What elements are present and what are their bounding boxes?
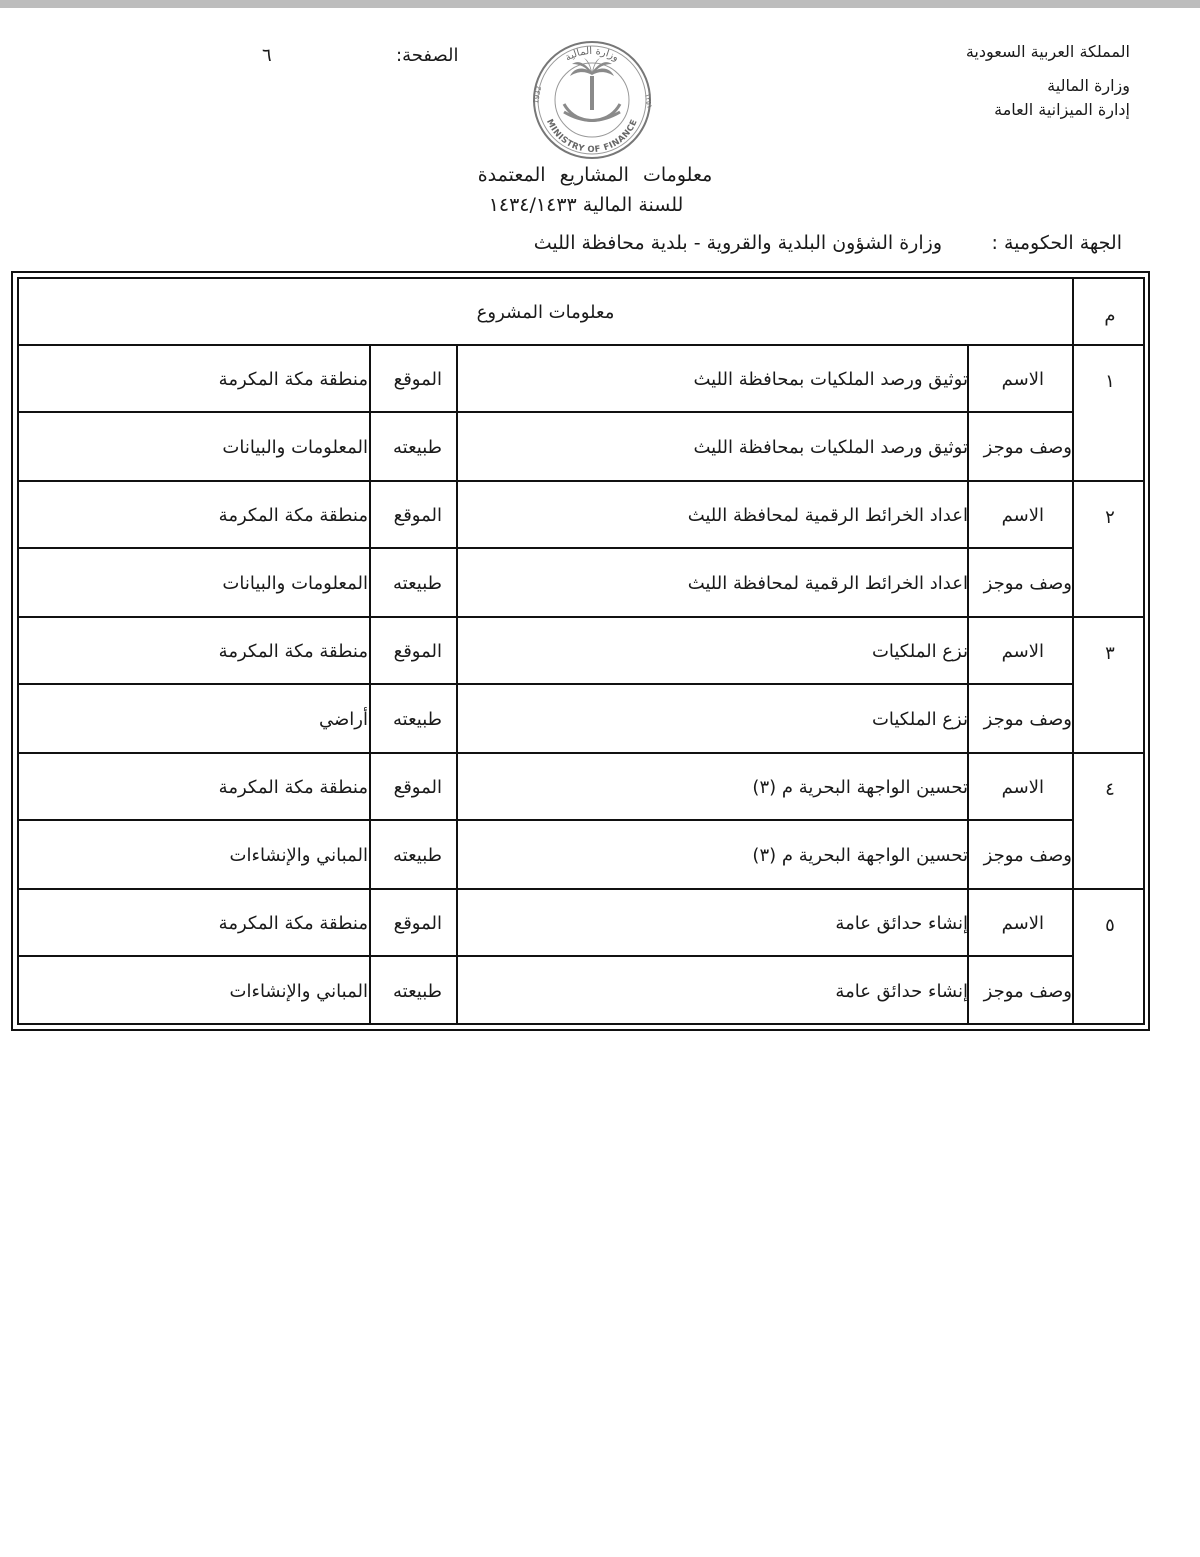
table-divider <box>369 345 371 1025</box>
project-nature: المباني والإنشاءات <box>229 981 368 1002</box>
nature-label: طبيعته <box>393 573 442 594</box>
project-description: توثيق ورصد الملكيات بمحافظة الليث <box>693 437 968 458</box>
name-label: الاسم <box>1001 777 1044 798</box>
location-label: الموقع <box>393 369 442 390</box>
row-number: ٤ <box>1105 779 1115 800</box>
project-description: نزع الملكيات <box>871 709 968 730</box>
desc-label: وصف موجز <box>983 845 1072 866</box>
name-label: الاسم <box>1001 641 1044 662</box>
table-divider <box>19 411 1074 413</box>
row-number: ١ <box>1105 371 1115 392</box>
desc-label: وصف موجز <box>983 437 1072 458</box>
seal-year-left: 1932 <box>532 85 544 105</box>
table-divider <box>19 344 1145 346</box>
name-label: الاسم <box>1001 505 1044 526</box>
project-name: نزع الملكيات <box>871 641 968 662</box>
row-number: ٥ <box>1105 915 1115 936</box>
project-location: منطقة مكة المكرمة <box>218 777 368 798</box>
org-line-kingdom: المملكة العربية السعودية <box>965 42 1130 61</box>
project-nature: المعلومات والبيانات <box>222 437 368 458</box>
project-location: منطقة مكة المكرمة <box>218 369 368 390</box>
table-divider <box>456 345 458 1025</box>
table-divider <box>19 752 1145 754</box>
project-name: اعداد الخرائط الرقمية لمحافظة الليث <box>687 505 968 526</box>
nature-label: طبيعته <box>393 709 442 730</box>
fiscal-year-subtitle: للسنة المالية ١٤٣٤/١٤٣٣ <box>488 194 684 216</box>
top-border <box>0 0 1200 8</box>
table-divider <box>19 616 1145 618</box>
desc-label: وصف موجز <box>983 573 1072 594</box>
name-label: الاسم <box>1001 913 1044 934</box>
project-nature: أراضي <box>319 709 368 730</box>
table-divider <box>19 480 1145 482</box>
project-name: تحسين الواجهة البحرية م (٣) <box>752 777 968 798</box>
location-label: الموقع <box>393 913 442 934</box>
project-nature: المباني والإنشاءات <box>229 845 368 866</box>
palm-tree-icon <box>570 58 614 110</box>
entity-value: وزارة الشؤون البلدية والقروية - بلدية محافظة الليث <box>533 232 942 254</box>
desc-label: وصف موجز <box>983 709 1072 730</box>
project-description: اعداد الخرائط الرقمية لمحافظة الليث <box>687 573 968 594</box>
entity-label: الجهة الحكومية : <box>991 232 1122 254</box>
project-description: إنشاء حدائق عامة <box>835 981 968 1002</box>
page-number: ٦ <box>262 45 272 66</box>
col-header-project-info: معلومات المشروع <box>476 302 615 323</box>
project-name: توثيق ورصد الملكيات بمحافظة الليث <box>693 369 968 390</box>
projects-table <box>17 277 1145 1025</box>
location-label: الموقع <box>393 505 442 526</box>
seal-year-right: ١٣٥١ <box>643 92 654 110</box>
table-divider <box>19 888 1145 890</box>
seal-arabic-text: وزارة المالية <box>563 45 621 64</box>
project-location: منطقة مكة المكرمة <box>218 913 368 934</box>
seal-english-text: MINISTRY OF FINANCE <box>544 117 640 156</box>
name-label: الاسم <box>1001 369 1044 390</box>
table-divider <box>19 547 1074 549</box>
nature-label: طبيعته <box>393 437 442 458</box>
row-number: ٢ <box>1105 507 1115 528</box>
svg-text:وزارة المالية <box>564 46 621 64</box>
table-divider <box>19 683 1074 685</box>
project-location: منطقة مكة المكرمة <box>218 641 368 662</box>
org-line-department: إدارة الميزانية العامة <box>994 100 1130 119</box>
col-header-number: م <box>1104 305 1116 326</box>
row-number: ٣ <box>1105 643 1115 664</box>
nature-label: طبيعته <box>393 981 442 1002</box>
project-location: منطقة مكة المكرمة <box>218 505 368 526</box>
ministry-of-finance-seal-icon <box>524 38 659 160</box>
project-name: إنشاء حدائق عامة <box>835 913 968 934</box>
project-nature: المعلومات والبيانات <box>222 573 368 594</box>
location-label: الموقع <box>393 641 442 662</box>
location-label: الموقع <box>393 777 442 798</box>
desc-label: وصف موجز <box>983 981 1072 1002</box>
nature-label: طبيعته <box>393 845 442 866</box>
page-label: الصفحة: <box>396 45 459 66</box>
svg-text:MINISTRY OF FINANCE <box>544 118 640 155</box>
table-divider <box>19 819 1074 821</box>
project-description: تحسين الواجهة البحرية م (٣) <box>752 845 968 866</box>
document-title: معلومات المشاريع المعتمدة <box>477 164 713 186</box>
org-line-ministry: وزارة المالية <box>1047 76 1130 95</box>
table-divider <box>19 955 1074 957</box>
